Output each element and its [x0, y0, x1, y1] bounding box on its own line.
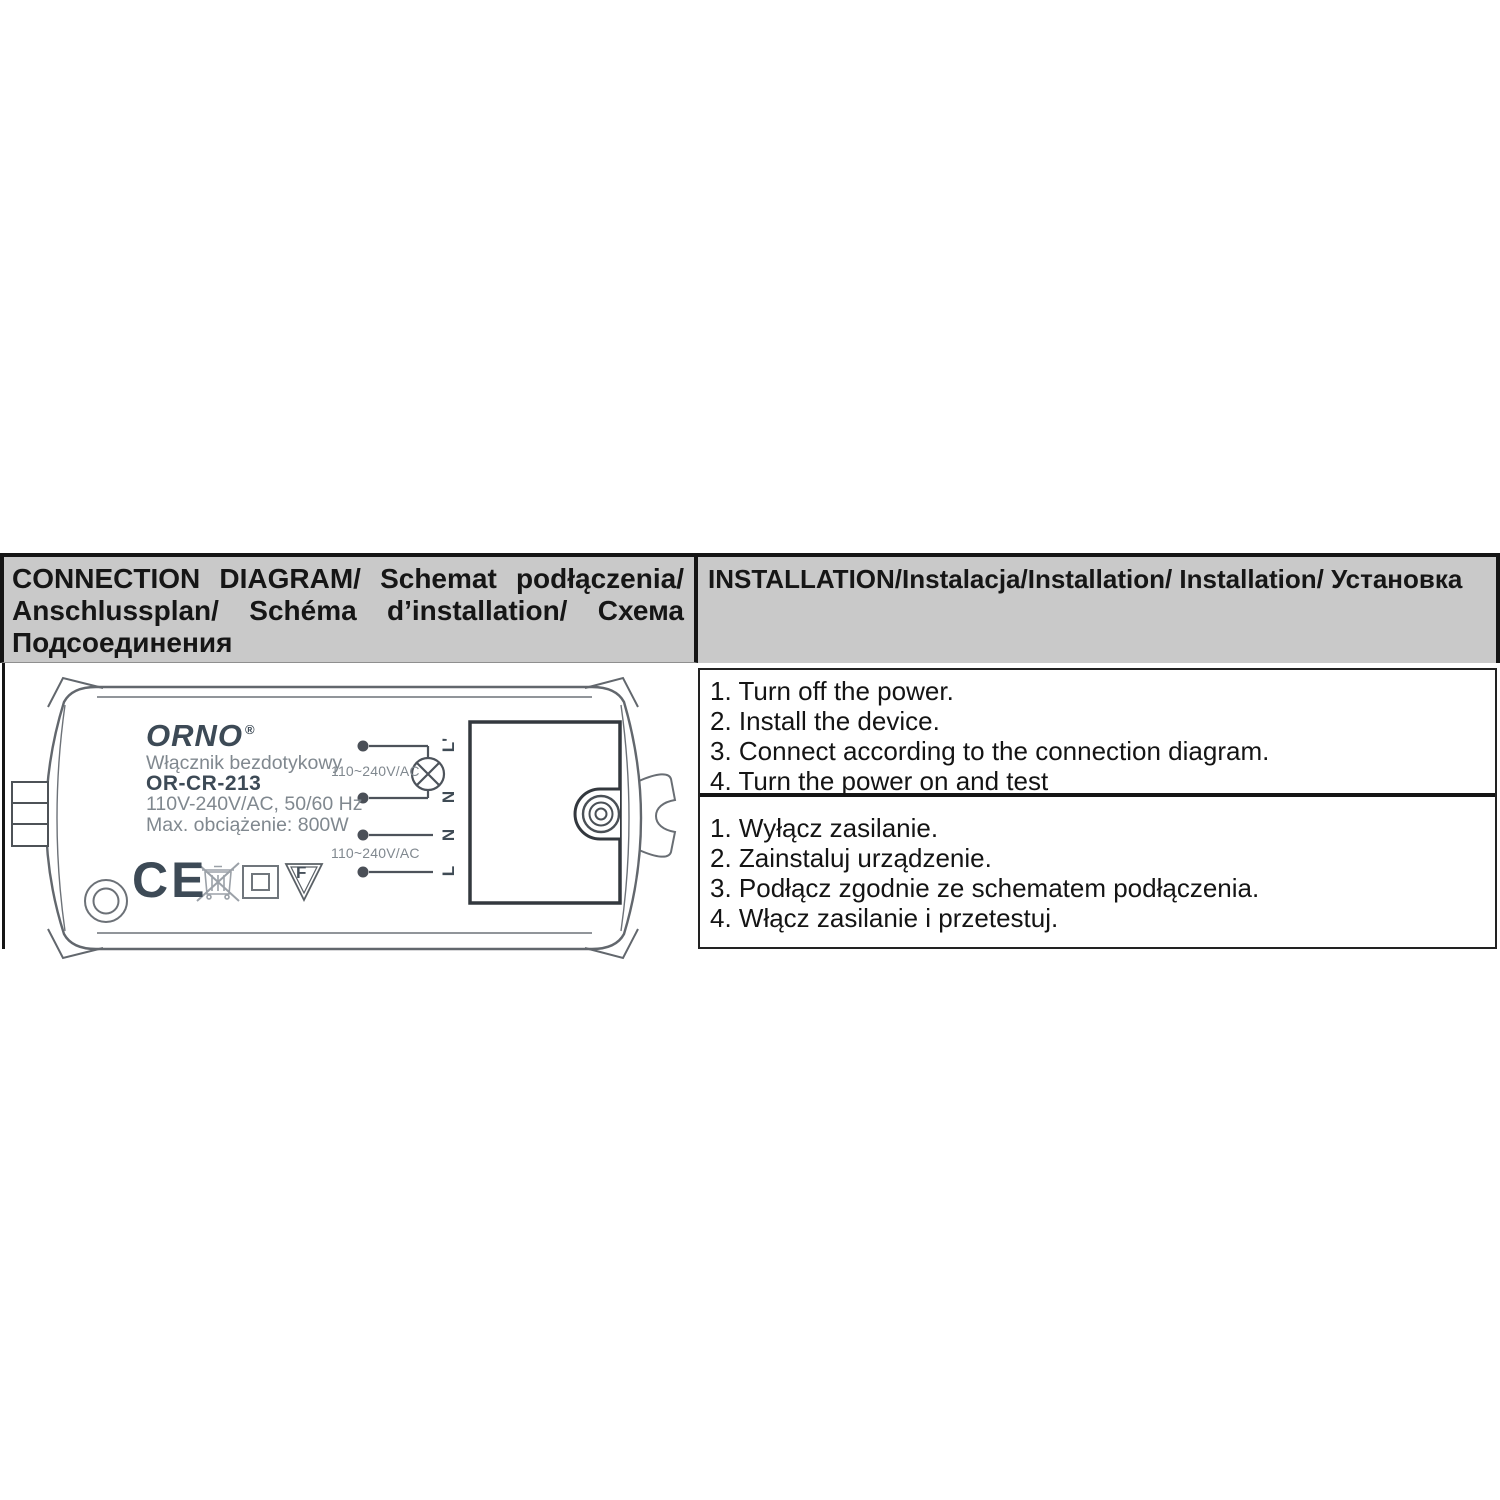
- max-load: Max. obciążenie: 800W: [146, 814, 349, 836]
- terminal-label-n1: N: [439, 790, 458, 804]
- connection-diagram-cell: [0, 666, 700, 966]
- terminal-label-l: L: [439, 865, 458, 877]
- ce-mark: CE: [132, 852, 208, 908]
- terminal-label-n2: N: [439, 828, 458, 842]
- brand-text: ORNO: [146, 718, 243, 753]
- terminal-label-l-prime: L': [439, 737, 458, 753]
- device-subtitle: Włącznik bezdotykowy: [146, 752, 343, 774]
- terminal-dot: [358, 741, 369, 752]
- model-number: OR-CR-213: [146, 772, 262, 795]
- connection-diagram-svg: [0, 666, 700, 966]
- f-triangle-letter: F: [296, 863, 307, 882]
- installation-cell: [698, 668, 1497, 949]
- terminal-dot: [358, 867, 369, 878]
- installation-header: INSTALLATION/Instalacja/Installation/ Installation/ Установка: [698, 557, 1500, 663]
- voltage-label-top: 110~240V/AC: [331, 763, 420, 779]
- instruction-line: 3. Podłącz zgodnie ze schematem podłączenia.: [710, 873, 1260, 903]
- instruction-line: 4. Turn the power on and test: [710, 766, 1049, 796]
- table-header-row: [0, 557, 1500, 663]
- installation-steps-pl: [700, 797, 1495, 947]
- cable-connector: [12, 782, 48, 846]
- terminal-dot: [358, 830, 369, 841]
- brand-logo: [146, 718, 253, 754]
- mounting-bracket: [639, 774, 675, 856]
- registered-mark: ®: [245, 722, 255, 737]
- instruction-line: 2. Install the device.: [710, 706, 940, 736]
- instruction-line: 4. Włącz zasilanie i przetestuj.: [710, 903, 1059, 933]
- voltage-label-bottom: 110~240V/AC: [331, 845, 420, 861]
- voltage-rating: 110V-240V/AC, 50/60 Hz: [146, 793, 363, 815]
- instruction-line: 2. Zainstaluj urządzenie.: [710, 843, 992, 873]
- instruction-line: 1. Turn off the power.: [710, 676, 954, 706]
- installation-steps-en: [700, 670, 1495, 797]
- connection-diagram-header: CONNECTION DIAGRAM/ Schemat podłączenia/ Anschlussplan/ Schéma d’installation/ Схема Подсоединения: [0, 557, 698, 663]
- instruction-line: 1. Wyłącz zasilanie.: [710, 813, 939, 843]
- instruction-line: 3. Connect according to the connection diagram.: [710, 736, 1270, 766]
